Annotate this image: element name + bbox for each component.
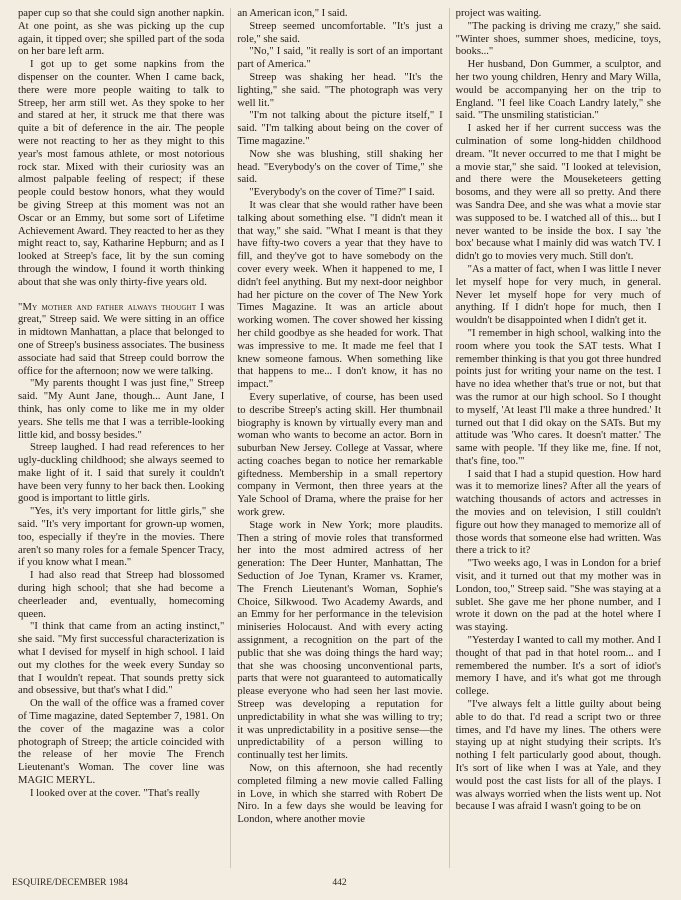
paragraph [237,520,442,763]
paragraph-text: Streep seemed uncomfortable. "It's just a role," she said. [237,20,443,45]
paragraph [18,621,224,698]
paragraph-text: "I remember in high school, walking into the room where you took the SAT tests. What I remember thinking is that you got three hundred points just for writing your name on the test. I have no idea whether that's true or not, but that was the rumor at our high school. So I thought to myself, 'At least I'll make a three hundred.' It turned out that I did okay on the SATs. But my attitude was 'Who cares. It doesn't matter.' The same with people. 'If they like me, fine. If not, that's fine, too.'" [455,327,662,467]
paragraph-text: "Two weeks ago, I was in London for a brief visit, and it turned out that my mother was in London, too," Streep said. "She was staying at a sublet. She gave me her phone number, and I wrote it down on the pad at the hotel where I was staying. [455,558,662,634]
paragraph-text: I asked her if her current success was the culmination of some long-hidden childhood dream. "It never occurred to me that I might be a movie star," she said. "I looked at television, and there were the Mouseketeers getting bosoms, and they were all so pretty. And there was Sandra Dee, and she was what a movie star was supposed to be. I watched all of this... but I never wanted to be inside the box. I say 'the box' because what I mainly did was watch TV. I didn't go to movies very much. Still don't. [455,123,662,263]
paragraph-text: Now she was blushing, still shaking her head. "Everybody's on the cover of Time," she said. [237,148,443,186]
paragraph-text: "Everybody's on the cover of Time?" I said. [249,187,435,199]
paragraph [18,302,224,379]
paragraph-text: "No," I said, "it really is sort of an important part of America." [237,46,443,71]
paragraph-text: Her husband, Don Gummer, a sculptor, and her two young children, Henry and Mary Willa, would be accompanying her on the trip to England. "I feel like Coach Landry lately," she said. "The unsmiling statistician." [455,59,662,122]
paragraph [237,21,442,47]
paragraph-text: "I'm not talking about the picture itself," I said. "I'm talking about being on the cover of Time magazine." [237,110,443,147]
article-column-3 [449,8,667,868]
paragraph-text: "I think that came from an acting instinct," she said. "My first successful characterization is what I devised for myself in high school. I laid out my clothes for the week every Sunday so that I wouldn't repeat. That sounds pretty sick and obsessive, but that's what I did." [18,621,225,697]
paragraph-text: "As a matter of fact, when I was little I never let myself hope for very much, in general. Never let myself hope for very much of anything. If I didn't hope for much, then I wouldn't be disappointed when I didn't get it. [455,263,662,327]
paragraph-text: I said that I had a stupid question. How hard was it to memorize lines? After all the years of watching thousands of actors and actresses in the movies and on television, I still couldn't figure out how they managed to memorize all of those words that someone else had written. Was there a trick to it? [455,468,662,557]
paragraph-text: "My parents thought I was just fine," Streep said. "My Aunt Jane, though... Aunt Jane, I think, has only come to like me in my older years. She tells me that I was a terrible-looking little kid, and bossy besides." [18,378,225,441]
paragraph [18,506,224,570]
paragraph [456,123,661,264]
paragraph [456,558,661,635]
paragraph-text: I got up to get some napkins from the dispenser on the counter. When I came back, there were more people waiting to talk to Streep, her arm still wet. As they spoke to her and stared at her, it struck me that there was quite a bit of deference in the air. The people were not reacting to her as they might to this year's most famous athlete, or most notorious rock star. Mixed with their curiosity was an almost palpable feeling of respect; if these people could bestow honors, what they would be giving Streep at this moment was not an Oscar or an Emmy, but some sort of Lifetime Achievement Award. They reacted to her as they might react to, say, Katharine Hepburn; and as I looked at Streep's face, lit by the sun coming through the window, I found it worth thinking about that she was only thirty-five years old. [18,59,225,288]
paragraph [456,264,661,328]
paragraph [456,328,661,469]
paragraph [237,72,442,110]
paragraph-text: Streep was shaking her head. "It's the lighting," she said. "The photograph was very well lit." [237,71,443,109]
page-footer [12,878,667,892]
paragraph [18,788,224,801]
paragraph-text: I was great," Streep said. We were sitting in an office in midtown Manhattan, a place that belonged to one of Streep's business associates. The business associate had said that Streep could borrow the office for the afternoon; now we were talking. [18,301,225,377]
paragraph-text: paper cup so that she could sign another napkin. At one point, as she was picking up the cup again, it tipped over; she spilled part of the soda on her bare left arm. [18,8,225,58]
paragraph [456,469,661,559]
paragraph-text: "Yesterday I wanted to call my mother. And I thought of that pad in that hotel room... and I remembered the number. It's a sort of idiot's memory I have, and it's what got me through college. [455,635,662,698]
paragraph-text: On the wall of the office was a framed cover of Time magazine, dated September 7, 1981. On the cover of the magazine was a color photograph of Streep; the article coincided with the release of her movie The French Lieutenant's Woman. The cover line was MAGIC MERYL. [18,698,225,787]
paragraph-text: "Yes, it's very important for little girls," she said. "It's very important for grown-up women, too, especially if they're in the movies. There aren't so many roles for a female Spencer Tracy, if you know what I mean." [18,506,225,569]
paragraph [456,59,661,123]
paragraph-text: Every superlative, of course, has been used to describe Streep's acting skill. Her thumbnail biography is known by virtually every man and woman who wants to become an actor. Born in suburban New Jersey. College at Vassar, where acting coaches began to notice her remarkable giftedness. Membership in a small repertory company in Vermont, then three years at the Yale School of Drama, where the praise for her work grew. [237,391,443,519]
paragraph-text: Now, on this afternoon, she had recently completed filming a new movie called Falling in Love, in which she starred with Robert De Niro. In a few days she would be leaving for London, where another movie [237,763,443,826]
paragraph [18,8,224,59]
paragraph-text: I looked over at the cover. "That's really [30,787,200,799]
article-column-2 [230,8,448,868]
paragraph [237,8,442,21]
paragraph-text: It was clear that she would rather have been talking about something else. "I didn't mean it that way," she said. "What I meant is that they have fifty-two covers a year that they have to fill, and they've got to have somebody on the cover every week. When it happened to me, I didn't feel anything. But my next-door neighbor had her picture on the cover of The New York Times Magazine. It was an article about working women. The cover showed her kissing her child goodbye as she headed for work. That was impressive to me. It made me feel that I knew someone famous. When something like that happens to me... I don't know, it has no impact." [237,199,443,391]
page-number: 442 [332,878,347,888]
paragraph [456,699,661,814]
paragraph-text: Stage work in New York; more plaudits. Then a string of movie roles that transformed her into the most admired actress of her generation: The Deer Hunter, Manhattan, The Seduction of Joe Tynan, Kramer vs. Kramer, The French Lieutenant's Woman, Sophie's Choice, Silkwood. Two Academy Awards, and an Emmy for her performance in the television miniseries Holocaust. And with every acting assignment, a recognition on the part of the public that she was doing things the hard way; that she was choosing unconventional parts, parts that were not guaranteed to automatically please everyone who had seen her last movie. Streep was developing a reputation for unpredictability in what she was willing to try; it was unpredictability in a positive sense—the unpredictability of a person willing to continually test her limits. [237,519,443,762]
paragraph-text: Streep laughed. I had read references to her ugly-duckling childhood; she always seemed to make light of it. I said that surely it couldn't have been very funny to her back then. Looking good is important to little girls. [18,442,225,505]
paragraph [456,635,661,699]
paragraph [18,378,224,442]
paragraph [18,59,224,289]
paragraph [237,763,442,827]
paragraph-text: an American icon," I said. [237,8,348,19]
paragraph-text: I had also read that Streep had blossomed during high school; that she had become a cheerleader and, eventually, homecoming queen. [18,570,225,620]
paragraph [237,46,442,72]
paragraph [237,187,442,200]
paragraph [18,442,224,506]
article-columns [12,8,667,868]
paragraph [456,21,661,59]
issue-label: ESQUIRE/DECEMBER 1984 [12,878,128,888]
paragraph-text: "I've always felt a little guilty about being able to do that. I'd read a script two or three times, and I'd have my lines. The others were staying up at night studying their scripts. It's nothing I felt particularly good about, though. It's sort of like when I was at Yale, and they would post the cast lists for all of the plays. I was always worried when the lists went up. Not because I was afraid I wasn't going to be on [455,699,662,813]
paragraph [237,110,442,148]
article-column-1 [12,8,230,868]
paragraph-text: "The packing is driving me crazy," she said. "Winter shoes, summer shoes, medicine, toys, books..." [455,20,662,58]
paragraph [18,698,224,788]
paragraph [237,392,442,520]
paragraph-text: project was waiting. [455,8,542,19]
section-lead-in: "My mother and father always thought [18,301,197,313]
paragraph [237,200,442,392]
paragraph [18,570,224,621]
paragraph [456,8,661,21]
paragraph [237,149,442,187]
